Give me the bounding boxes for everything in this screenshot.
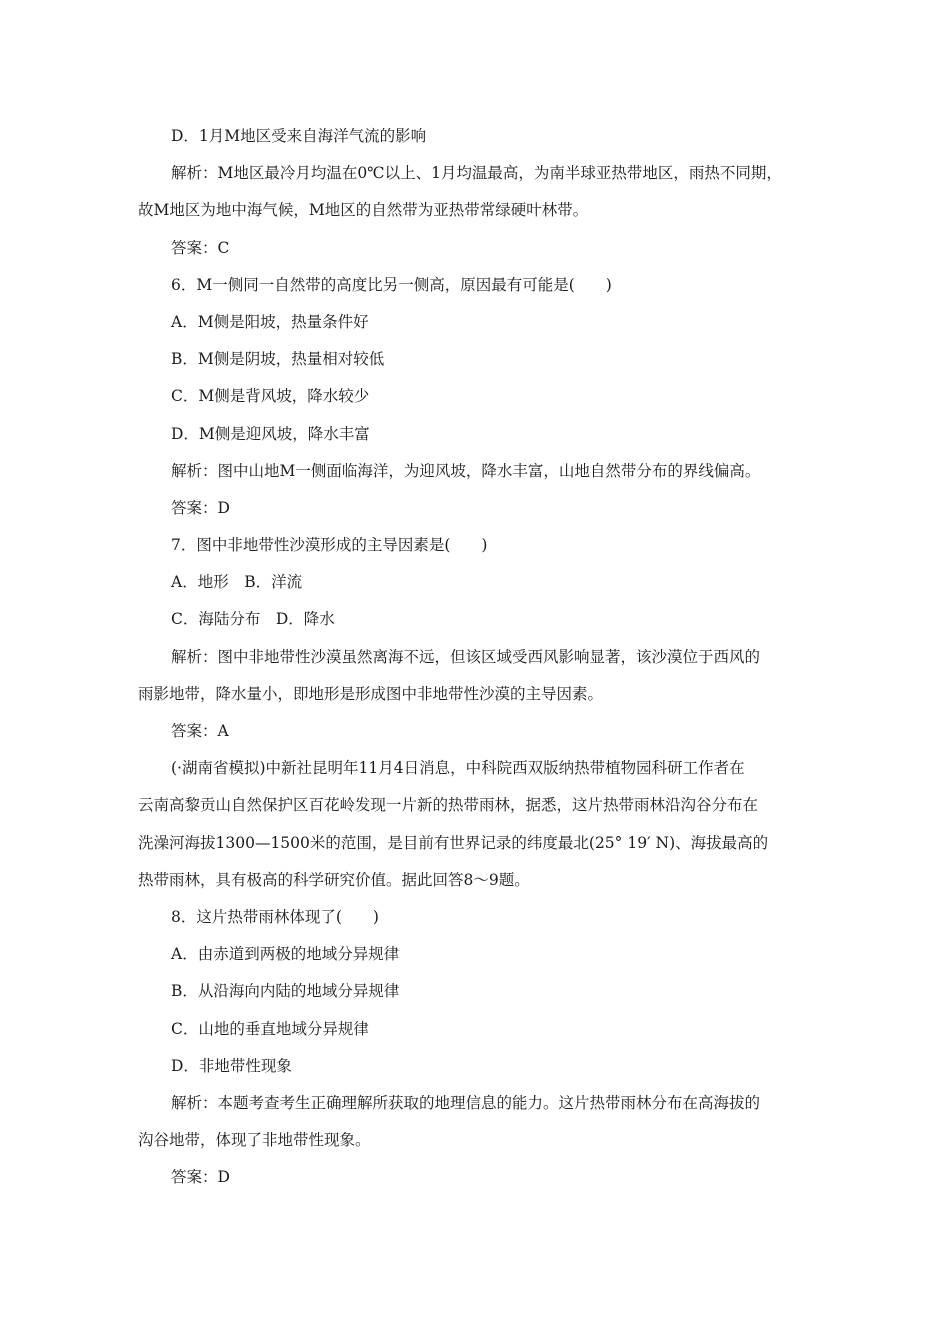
passage-line-1: (·湖南省模拟)中新社昆明年11月4日消息，中科院西双版纳热带植物园科研工作者在 [171,759,745,778]
option-c-q8: C．山地的垂直地域分异规律 [171,1019,369,1038]
option-b-q6: B．M侧是阴坡，热量相对较低 [171,350,385,369]
explanation-q8-line-2: 沟谷地带，体现了非地带性现象。 [138,1131,371,1150]
explanation-q6: 解析：图中山地M一侧面临海洋，为迎风坡，降水丰富，山地自然带分布的界线偏高。 [171,461,761,480]
explanation-q5-line-2: 故M地区为地中海气候，M地区的自然带为亚热带常绿硬叶林带。 [138,201,589,220]
passage-line-2: 云南高黎贡山自然保护区百花岭发现一片新的热带雨林，据悉，这片热带雨林沿沟谷分布在 [138,796,759,815]
passage-line-4: 热带雨林，具有极高的科学研究价值。据此回答8～9题。 [138,870,530,889]
option-b-q8: B．从沿海向内陆的地域分异规律 [171,982,400,1001]
answer-q5: 答案：C [171,238,230,257]
option-d-q8: D．非地带性现象 [171,1056,292,1075]
options-cd-q7: C．海陆分布 D．降水 [171,610,335,629]
question-7: 7．图中非地带性沙漠形成的主导因素是( ) [171,536,488,555]
explanation-q7-line-1: 解析：图中非地带性沙漠虽然离海不远，但该区域受西风影响显著，该沙漠位于西风的 [171,647,761,666]
answer-q7: 答案：A [171,722,229,740]
option-d-q6: D．M侧是迎风坡，降水丰富 [171,424,370,443]
explanation-q8-line-1: 解析：本题考查考生正确理解所获取的地理信息的能力。这片热带雨林分布在高海拔的 [171,1093,761,1112]
option-c-q6: C．M侧是背风坡，降水较少 [171,387,370,406]
options-ab-q7: A．地形 B．洋流 [171,573,303,592]
option-a-q6: A．M侧是阳坡，热量条件好 [171,312,369,331]
answer-q8: 答案：D [171,1168,230,1187]
explanation-q5-line-1: 解析：M地区最冷月均温在0℃以上、1月均温最高，为南半球亚热带地区，雨热不同期， [171,164,782,183]
document-page [138,118,828,1196]
passage-line-3: 洗澡河海拔1300—1500米的范围，是目前有世界记录的纬度最北(25° 19′ N)、海拔最高的 [138,833,769,852]
option-a-q8: A．由赤道到两极的地域分异规律 [171,945,400,964]
question-8: 8．这片热带雨林体现了( ) [171,907,379,926]
option-d-q5: D．1月M地区受来自海洋气流的影响 [171,127,427,145]
answer-q6: 答案：D [171,498,230,517]
question-6: 6．M一侧同一自然带的高度比另一侧高，原因最有可能是( ) [171,275,612,294]
explanation-q7-line-2: 雨影地带，降水量小，即地形是形成图中非地带性沙漠的主导因素。 [138,684,604,703]
